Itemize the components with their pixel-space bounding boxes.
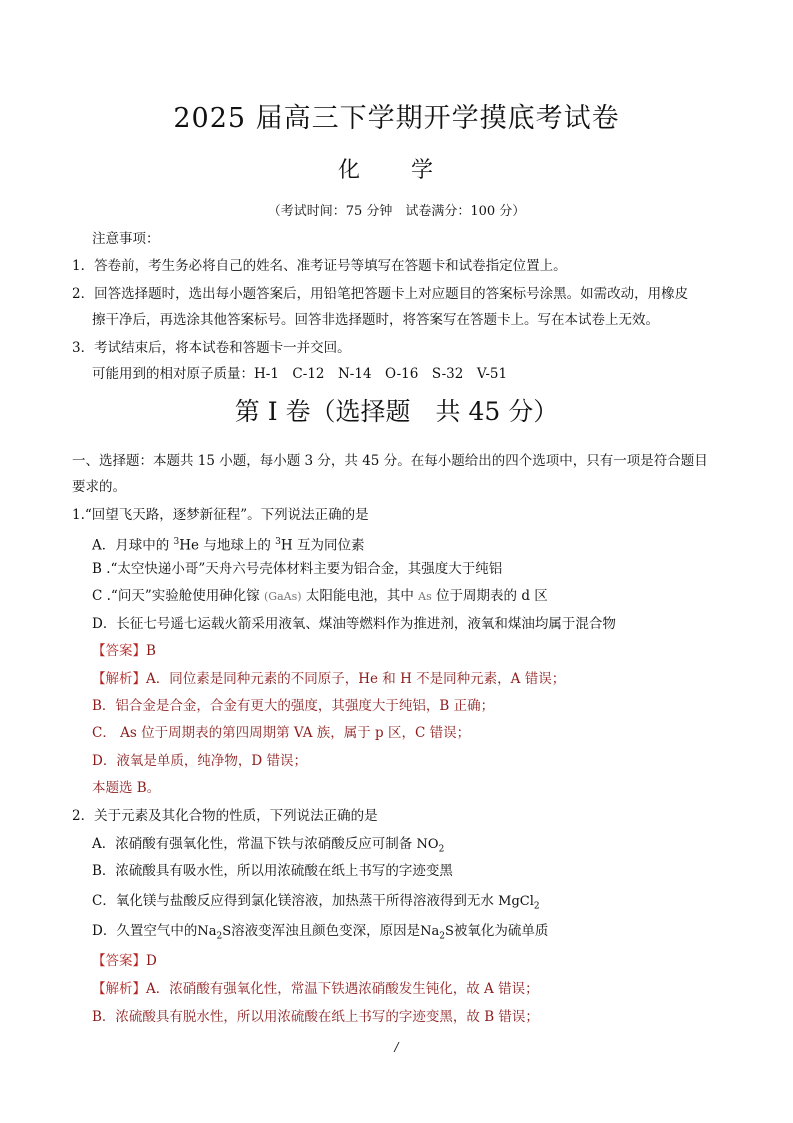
section-intro-a: 一、选择题：本题共 15 小题，每小题 3 分，共 45 分。在每小题给出的四个选项中，只有一项是符合题目 [72,453,708,469]
na2s-formula-2: $Na_2S$ [420,924,454,942]
exam-info: （考试时间：75 分钟 试卷满分：100 分） [267,204,526,219]
q1-analysis-b: B．铝合金是合金，合金有更大的强度，其强度大于纯铝，B 正确； [92,698,495,714]
q1-option-a: A．月球中的 $^3$He 与地球上的 $^3$H 互为同位素 [92,537,365,554]
q1-option-d: D．长征七号遥七运载火箭采用液氧、煤油等燃料作为推进剂，液氧和煤油均属于混合物 [92,616,616,632]
gaas-formula: (GaAs) [264,590,302,603]
q2-option-a: A．浓硝酸有强氧化性，常温下铁与浓硝酸反应可制备 $NO_2$ [92,836,445,855]
q1-option-c: C .“问天”实验舱使用砷化镓 (GaAs) 太阳能电池，其中 As 位于周期表的 d 区 [92,588,548,604]
note-item-2a: 2．回答选择题时，选出每小题答案后，用铅笔把答题卡上对应题目的答案标号涂黑。如需改动，用橡皮 [72,286,689,302]
section-intro-b: 要求的。 [72,479,126,495]
q1-option-b: B .“太空快递小哥”天舟六号壳体材料主要为铝合金，其强度大于纯铝 [92,561,503,577]
q1-analysis-a: 【解析】A．同位素是同种元素的不同原子，He 和 H 不是同种元素，A 错误； [92,671,566,687]
q1-conclusion: 本题选 B。 [92,780,161,796]
q2-analysis-b: B．浓硫酸具有脱水性，所以用浓硫酸在纸上书写的字迹变黑，故 B 错误； [92,1009,539,1025]
q2-answer: 【答案】D [92,953,157,969]
na2s-formula: $Na_2S$ [197,924,232,942]
q1-answer: 【答案】B [92,643,156,659]
q1-analysis-c: C． As 位于周期表的第四周期第 VA 族，属于 p 区，C 错误； [92,725,471,741]
note-item-3: 3．考试结束后，将本试卷和答题卡一并交回。 [72,340,351,356]
q2-option-c: C．氧化镁与盐酸反应得到氯化镁溶液，加热蒸干所得溶液得到无水 MgCl$_2$ [92,893,540,912]
q1-stem: 1.“回望飞天路，逐梦新征程”。下列说法正确的是 [72,507,369,523]
q2-stem: 2．关于元素及其化合物的性质，下列说法正确的是 [72,808,378,824]
note-item-1: 1．答卷前，考生务必将自己的姓名、准考证号等填写在答题卡和试卷指定位置上。 [72,258,567,274]
atomic-mass-line: 可能用到的相对原子质量：H-1 C-12 N-14 O-16 S-32 V-51 [92,366,508,382]
mgcl2-formula: MgCl$_2$ [498,894,540,912]
subject-title: 化 学 [338,158,455,183]
note-item-2b: 擦干净后，再选涂其他答案标号。回答非选择题时，将答案写在答题卡上。写在本试卷上无效。 [92,312,659,328]
page-footer: / [394,1040,399,1054]
notes-heading: 注意事项： [92,231,160,247]
no2-formula: $NO_2$ [416,837,445,855]
q2-analysis-a: 【解析】A．浓硝酸有强氧化性，常温下铁遇浓硝酸发生钝化，故 A 错误； [92,981,539,997]
page-title: 2025 届高三下学期开学摸底考试卷 [173,103,620,134]
q2-option-b: B．浓硫酸具有吸水性，所以用浓硫酸在纸上书写的字迹变黑 [92,863,453,879]
section-title: 第 I 卷（选择题 共 45 分） [234,397,559,426]
as-symbol: As [418,590,432,603]
q2-option-d: D．久置空气中的$Na_2S$溶液变浑浊且颜色变深，原因是$Na_2S$被氧化为硫单质 [92,923,549,942]
q1-analysis-d: D．液氧是单质，纯净物，D 错误； [92,753,307,769]
